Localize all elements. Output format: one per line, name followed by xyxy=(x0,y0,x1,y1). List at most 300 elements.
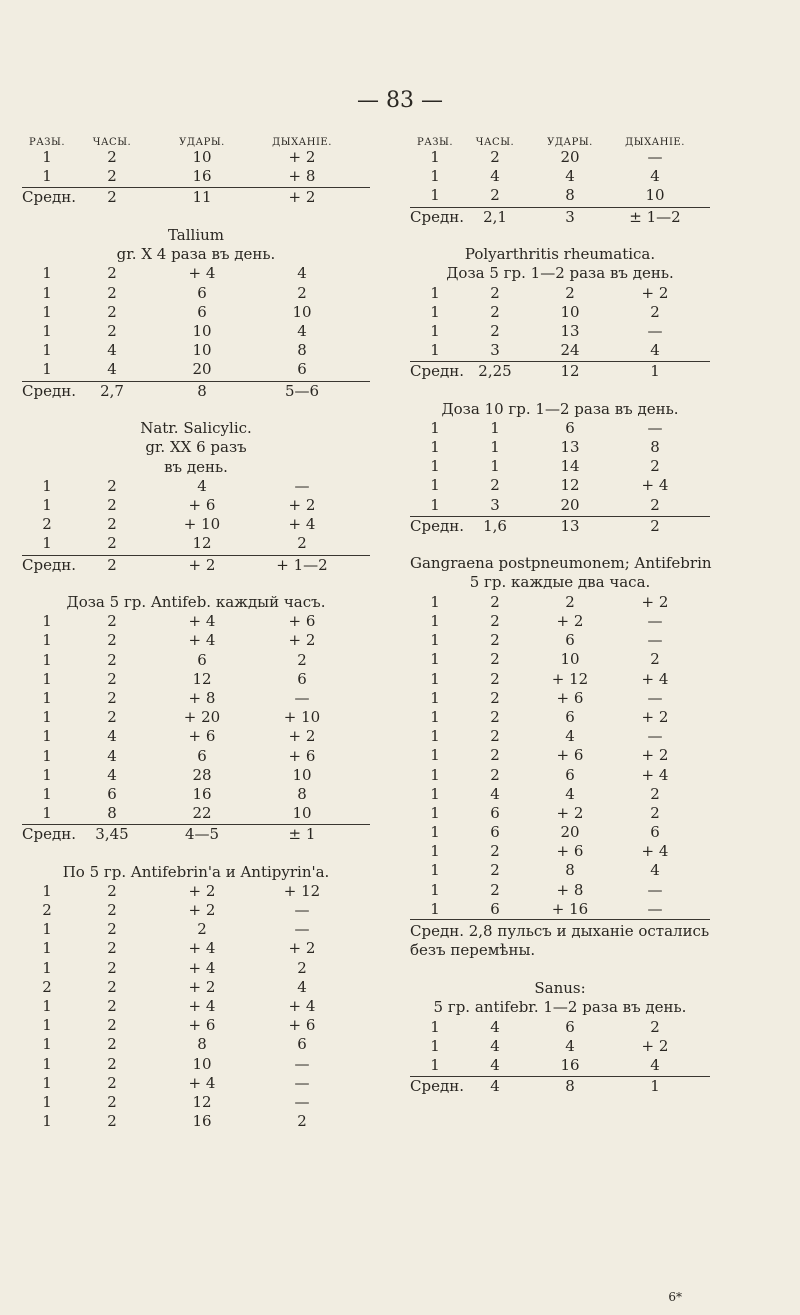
table-cell: 6 xyxy=(197,283,207,302)
table-row xyxy=(22,727,370,746)
table-cell: 1 xyxy=(42,804,52,823)
table-row xyxy=(22,978,370,997)
table-cell: 1 xyxy=(42,708,52,727)
table-cell: — xyxy=(647,612,663,631)
table-row xyxy=(22,631,370,650)
table-cell: 2 xyxy=(107,167,117,186)
table-cell: + 2 xyxy=(288,727,316,746)
table-row xyxy=(22,651,370,670)
table-cell: 20 xyxy=(560,148,580,166)
table-cell: 10 xyxy=(192,1054,212,1073)
table-cell: + 6 xyxy=(556,746,584,765)
table-cell: 1 xyxy=(430,823,440,842)
table-cell: 1 xyxy=(42,997,52,1016)
table-cell: 2 xyxy=(490,148,500,166)
table-cell: 6 xyxy=(197,302,207,321)
table-cell: 1 xyxy=(42,167,52,186)
table-cell: 2 xyxy=(107,264,117,283)
table-cell: 10 xyxy=(292,302,312,321)
summary-cell: Средн. xyxy=(22,825,76,844)
table-cell: — xyxy=(294,1073,310,1092)
table-cell: + 2 xyxy=(641,283,669,302)
summary-cell: 8 xyxy=(565,1077,575,1096)
summary-cell: Средн. xyxy=(410,516,464,535)
table-cell: 1 xyxy=(430,1036,440,1055)
table-cell: 2 xyxy=(650,803,660,822)
left-column xyxy=(22,130,370,1145)
table-cell: 8 xyxy=(197,1035,207,1054)
table-cell: 1 xyxy=(42,689,52,707)
table-row xyxy=(410,823,710,842)
table-cell: + 2 xyxy=(288,939,316,958)
table-cell: 2 xyxy=(650,1017,660,1036)
table-cell: — xyxy=(647,727,663,746)
table-cell: 16 xyxy=(192,1112,212,1131)
table-cell: 1 xyxy=(430,746,440,765)
table-cell: 4 xyxy=(107,727,117,746)
table-cell: 1 xyxy=(42,321,52,340)
table-cell: 1 xyxy=(430,631,440,650)
table-cell: 1 xyxy=(42,283,52,302)
table-cell: 1 xyxy=(430,1017,440,1036)
table-cell: 10 xyxy=(192,148,212,166)
table-cell: — xyxy=(294,1092,310,1111)
table-cell: 2 xyxy=(650,495,660,514)
table-cell: 2 xyxy=(490,302,500,321)
table-cell: 1 xyxy=(430,1056,440,1075)
table-row xyxy=(22,708,370,727)
table-cell: 2 xyxy=(565,592,575,611)
table-cell: 6 xyxy=(197,650,207,669)
table-row xyxy=(22,496,370,515)
table-row xyxy=(22,804,370,823)
summary-cell: + 1—2 xyxy=(276,555,328,574)
summary-cell: 1 xyxy=(650,362,660,381)
table-row xyxy=(22,689,370,708)
table-row xyxy=(410,842,710,861)
table-row xyxy=(410,861,710,880)
table-cell: 6 xyxy=(297,669,307,688)
summary-cell: 4—5 xyxy=(184,825,220,844)
summary-cell: 2,7 xyxy=(100,381,124,400)
table-cell: 1 xyxy=(430,167,440,186)
table-cell: 10 xyxy=(560,650,580,669)
table-cell: + 12 xyxy=(551,669,589,688)
table-row xyxy=(22,477,370,496)
table-cell: 1 xyxy=(430,880,440,899)
table-cell: + 6 xyxy=(288,1016,316,1035)
table-row xyxy=(410,746,710,765)
table-cell: + 2 xyxy=(641,1036,669,1055)
table-cell: 2 xyxy=(490,669,500,688)
measurement-block xyxy=(22,148,370,222)
table-cell: 2 xyxy=(490,631,500,650)
table-cell: 2 xyxy=(107,939,117,958)
table-cell: + 2 xyxy=(188,881,216,900)
table-cell: 2 xyxy=(565,283,575,302)
table-cell: + 2 xyxy=(641,707,669,726)
table-cell: 6 xyxy=(297,360,307,379)
table-cell: 2 xyxy=(490,283,500,302)
summary-row xyxy=(22,381,370,401)
table-cell: 10 xyxy=(292,804,312,823)
table-cell: 1 xyxy=(42,631,52,650)
table-cell: 4 xyxy=(490,1056,500,1075)
table-cell: 2 xyxy=(650,457,660,476)
block-caption: Tallium xyxy=(167,225,225,244)
table-cell: 1 xyxy=(430,612,440,631)
table-cell: 10 xyxy=(292,765,312,784)
table-cell: + 4 xyxy=(641,842,669,861)
table-cell: — xyxy=(647,148,663,166)
table-cell: 1 xyxy=(430,650,440,669)
table-cell: 2 xyxy=(490,592,500,611)
table-cell: 2 xyxy=(107,958,117,977)
table-cell: + 2 xyxy=(556,612,584,631)
table-cell: 1 xyxy=(42,1016,52,1035)
table-cell: 2 xyxy=(107,901,117,920)
table-row xyxy=(410,1018,710,1037)
summary-cell: 4 xyxy=(490,1077,500,1096)
header-chasy: ЧАСЫ. xyxy=(92,137,132,148)
left-column-header xyxy=(22,130,370,148)
right-column-header xyxy=(410,130,710,148)
table-cell: + 4 xyxy=(188,997,216,1016)
table-cell: 1 xyxy=(42,534,52,553)
table-cell: 16 xyxy=(192,167,212,186)
table-cell: 2 xyxy=(650,784,660,803)
table-cell: 2 xyxy=(650,650,660,669)
block-caption: Gangraena postpneumonem; Antifebrin xyxy=(410,554,712,573)
header-udary: УДАРЫ. xyxy=(179,137,225,148)
summary-cell: Средн. xyxy=(410,1077,464,1096)
table-cell: 8 xyxy=(565,186,575,205)
summary-cell: 1,6 xyxy=(483,516,507,535)
table-cell: 2 xyxy=(490,476,500,495)
table-row xyxy=(22,1074,370,1093)
table-row xyxy=(410,631,710,650)
summary-cell: ± 1—2 xyxy=(629,207,681,226)
table-cell: 4 xyxy=(565,1036,575,1055)
table-cell: 2 xyxy=(107,1092,117,1111)
table-cell: 1 xyxy=(430,476,440,495)
table-cell: 4 xyxy=(490,1017,500,1036)
table-cell: 2 xyxy=(107,1073,117,1092)
summary-cell: 2 xyxy=(107,188,117,207)
table-cell: 2 xyxy=(490,688,500,707)
summary-cell: 8 xyxy=(197,381,207,400)
table-cell: 1 xyxy=(430,861,440,880)
table-cell: 1 xyxy=(430,186,440,205)
table-row xyxy=(22,766,370,785)
header-udary: УДАРЫ. xyxy=(547,137,593,148)
table-cell: 2 xyxy=(297,1112,307,1131)
table-cell: + 2 xyxy=(641,746,669,765)
table-cell: 16 xyxy=(560,1056,580,1075)
table-cell: 10 xyxy=(560,302,580,321)
table-cell: 12 xyxy=(192,669,212,688)
table-cell: + 2 xyxy=(288,148,316,166)
table-cell: 2 xyxy=(107,612,117,631)
table-cell: 2 xyxy=(42,515,52,534)
table-cell: + 6 xyxy=(556,842,584,861)
table-cell: 4 xyxy=(107,360,117,379)
table-cell: — xyxy=(647,688,663,707)
summary-cell: Средн. xyxy=(22,188,76,207)
table-cell: 2 xyxy=(42,977,52,996)
table-cell: 4 xyxy=(490,784,500,803)
table-cell: 6 xyxy=(565,765,575,784)
table-cell: 6 xyxy=(565,707,575,726)
table-row xyxy=(410,167,710,186)
summary-cell: Средн. xyxy=(22,381,76,400)
table-cell: + 20 xyxy=(183,708,221,727)
table-cell: — xyxy=(647,899,663,918)
table-cell: 2 xyxy=(490,612,500,631)
table-cell: 6 xyxy=(490,899,500,918)
block-note: Средн. 2,8 пульсъ и дыханіе остались безъ перемѣны. xyxy=(410,919,710,961)
table-cell: 1 xyxy=(430,765,440,784)
table-row xyxy=(410,650,710,669)
summary-cell: 2,25 xyxy=(478,362,512,381)
table-cell: + 10 xyxy=(283,708,321,727)
measurement-block xyxy=(410,550,710,975)
table-row xyxy=(22,534,370,553)
table-row xyxy=(410,593,710,612)
summary-cell: 3 xyxy=(565,207,575,226)
table-row xyxy=(22,1055,370,1074)
table-cell: 2 xyxy=(490,765,500,784)
table-cell: — xyxy=(647,418,663,437)
table-row xyxy=(410,766,710,785)
table-cell: 2 xyxy=(490,321,500,340)
table-cell: 1 xyxy=(42,669,52,688)
table-cell: 2 xyxy=(42,901,52,920)
table-cell: 4 xyxy=(297,977,307,996)
table-cell: 2 xyxy=(107,515,117,534)
table-cell: 2 xyxy=(107,1035,117,1054)
table-cell: — xyxy=(294,901,310,920)
table-cell: 4 xyxy=(650,1056,660,1075)
measurement-block xyxy=(410,241,710,396)
table-cell: 2 xyxy=(107,496,117,515)
table-cell: 2 xyxy=(197,920,207,939)
table-row xyxy=(410,496,710,515)
table-cell: + 4 xyxy=(641,476,669,495)
summary-row xyxy=(22,187,370,207)
table-cell: 13 xyxy=(560,321,580,340)
block-caption: въ день. xyxy=(164,457,228,476)
table-cell: 1 xyxy=(42,727,52,746)
table-row xyxy=(22,341,370,360)
table-cell: 1 xyxy=(430,283,440,302)
table-cell: + 4 xyxy=(641,765,669,784)
summary-cell: + 2 xyxy=(188,555,216,574)
table-cell: 1 xyxy=(42,958,52,977)
table-cell: 3 xyxy=(490,495,500,514)
table-cell: + 2 xyxy=(641,592,669,611)
table-cell: + 4 xyxy=(288,515,316,534)
table-row xyxy=(22,360,370,379)
table-row xyxy=(22,322,370,341)
measurement-block xyxy=(410,148,710,241)
table-cell: 2 xyxy=(107,321,117,340)
table-cell: 14 xyxy=(560,457,580,476)
table-cell: 16 xyxy=(192,784,212,803)
table-cell: 4 xyxy=(650,341,660,360)
table-cell: 1 xyxy=(42,612,52,631)
table-cell: + 10 xyxy=(183,515,221,534)
table-cell: 1 xyxy=(430,457,440,476)
table-row xyxy=(410,148,710,167)
table-row xyxy=(22,747,370,766)
measurement-block xyxy=(410,396,710,551)
table-cell: 1 xyxy=(42,881,52,900)
table-cell: 4 xyxy=(565,167,575,186)
table-row xyxy=(22,1112,370,1131)
table-cell: 4 xyxy=(107,765,117,784)
table-cell: 2 xyxy=(297,650,307,669)
table-cell: + 2 xyxy=(188,977,216,996)
table-cell: — xyxy=(294,476,310,495)
table-cell: 1 xyxy=(430,438,440,457)
table-cell: — xyxy=(294,920,310,939)
table-cell: 4 xyxy=(297,264,307,283)
table-cell: + 2 xyxy=(288,631,316,650)
table-cell: 12 xyxy=(192,1092,212,1111)
table-cell: 1 xyxy=(430,418,440,437)
table-row xyxy=(22,1093,370,1112)
table-cell: + 4 xyxy=(188,958,216,977)
table-cell: 2 xyxy=(107,650,117,669)
table-cell: 4 xyxy=(490,1036,500,1055)
table-row xyxy=(410,457,710,476)
table-cell: 1 xyxy=(42,264,52,283)
summary-cell: 2 xyxy=(650,516,660,535)
table-cell: 6 xyxy=(490,803,500,822)
table-cell: 2 xyxy=(107,631,117,650)
table-cell: + 2 xyxy=(556,803,584,822)
table-cell: 2 xyxy=(490,186,500,205)
table-cell: 1 xyxy=(42,1073,52,1092)
table-cell: + 4 xyxy=(188,939,216,958)
table-row xyxy=(410,708,710,727)
summary-row xyxy=(410,207,710,227)
table-cell: 1 xyxy=(430,321,440,340)
table-cell: 2 xyxy=(107,476,117,495)
table-cell: 1 xyxy=(430,341,440,360)
table-cell: 4 xyxy=(197,476,207,495)
summary-cell: 2 xyxy=(107,555,117,574)
table-cell: 1 xyxy=(42,1035,52,1054)
table-cell: 12 xyxy=(560,476,580,495)
table-row xyxy=(22,882,370,901)
table-cell: 1 xyxy=(430,727,440,746)
signature-mark: 6* xyxy=(668,1290,682,1304)
table-cell: 1 xyxy=(430,495,440,514)
table-cell: + 4 xyxy=(188,612,216,631)
table-row xyxy=(22,939,370,958)
table-cell: — xyxy=(647,880,663,899)
measurement-block xyxy=(410,975,710,1111)
table-row xyxy=(22,167,370,186)
table-cell: 1 xyxy=(42,302,52,321)
table-cell: 10 xyxy=(192,321,212,340)
table-cell: 4 xyxy=(490,167,500,186)
summary-row xyxy=(410,1076,710,1096)
table-cell: 1 xyxy=(430,148,440,166)
table-row xyxy=(22,1016,370,1035)
table-cell: + 2 xyxy=(188,901,216,920)
table-row xyxy=(410,689,710,708)
header-dykhanie: ДЫХАНІЕ. xyxy=(625,137,685,148)
table-cell: 8 xyxy=(107,804,117,823)
table-cell: 6 xyxy=(650,823,660,842)
table-row xyxy=(22,284,370,303)
summary-cell: ± 1 xyxy=(288,825,316,844)
table-row xyxy=(410,322,710,341)
table-cell: + 4 xyxy=(188,264,216,283)
table-cell: 2 xyxy=(297,283,307,302)
table-cell: — xyxy=(647,321,663,340)
table-cell: + 6 xyxy=(188,1016,216,1035)
summary-cell: 3,45 xyxy=(95,825,129,844)
table-row xyxy=(410,900,710,919)
table-cell: 1 xyxy=(42,148,52,166)
table-cell: 1 xyxy=(430,688,440,707)
table-cell: 1 xyxy=(42,496,52,515)
table-cell: 1 xyxy=(430,592,440,611)
table-row xyxy=(410,1056,710,1075)
summary-cell: 11 xyxy=(192,188,212,207)
table-cell: + 6 xyxy=(288,746,316,765)
table-row xyxy=(410,670,710,689)
table-cell: 4 xyxy=(107,746,117,765)
table-cell: 1 xyxy=(430,669,440,688)
table-cell: 1 xyxy=(430,803,440,822)
table-row xyxy=(22,303,370,322)
table-row xyxy=(410,476,710,495)
table-cell: 13 xyxy=(560,438,580,457)
table-cell: 8 xyxy=(650,438,660,457)
table-cell: + 16 xyxy=(551,899,589,918)
table-cell: — xyxy=(294,689,310,707)
measurement-block xyxy=(22,415,370,589)
block-caption: 5 гр. antifebr. 1—2 раза въ день. xyxy=(433,998,687,1017)
summary-cell: 5—6 xyxy=(284,381,320,400)
table-cell: 1 xyxy=(430,707,440,726)
table-cell: 2 xyxy=(107,977,117,996)
table-cell: 6 xyxy=(197,746,207,765)
header-razy: РАЗЫ. xyxy=(28,137,66,148)
table-row xyxy=(22,1035,370,1054)
table-cell: 2 xyxy=(490,880,500,899)
table-cell: + 8 xyxy=(288,167,316,186)
measurement-block xyxy=(22,859,370,1146)
table-cell: + 2 xyxy=(288,496,316,515)
table-cell: 10 xyxy=(645,186,665,205)
table-cell: 6 xyxy=(565,1017,575,1036)
block-caption: По 5 гр. Antifebrin'a и Antipyrin'a. xyxy=(62,862,330,881)
table-cell: 1 xyxy=(430,842,440,861)
table-cell: 4 xyxy=(107,341,117,360)
table-cell: 12 xyxy=(192,534,212,553)
table-cell: 1 xyxy=(430,899,440,918)
table-cell: 6 xyxy=(565,631,575,650)
table-cell: + 4 xyxy=(641,669,669,688)
table-cell: 6 xyxy=(297,1035,307,1054)
table-row xyxy=(22,670,370,689)
